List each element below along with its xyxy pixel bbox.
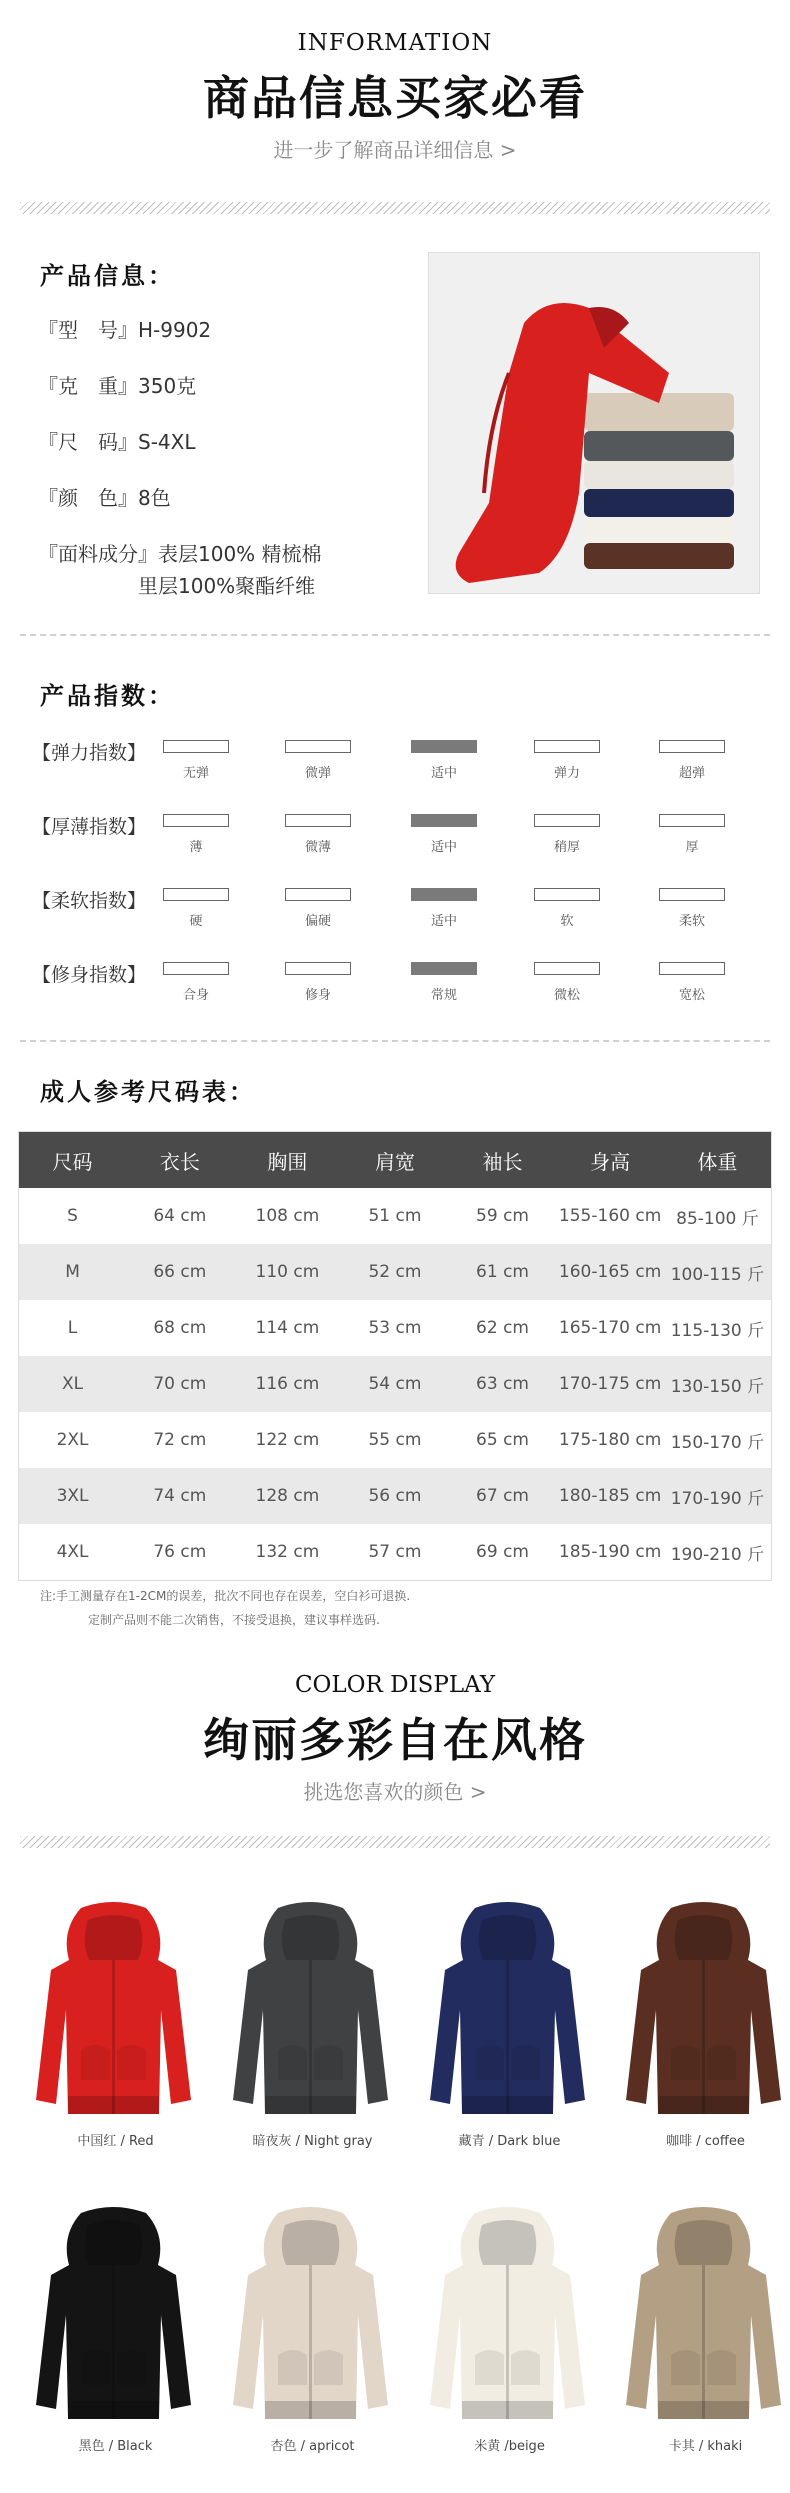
color-caption: 藏青 / Dark blue [458, 2134, 561, 2149]
size-cell: 160-165 cm [556, 1244, 664, 1300]
size-cell: 55 cm [368, 1430, 422, 1450]
size-header-cell: 尺码 [19, 1132, 127, 1189]
hoodie-icon [223, 2205, 398, 2425]
size-cell: M [19, 1244, 127, 1300]
table-row [19, 1188, 772, 1244]
size-cell: 85-100 斤 [676, 1208, 759, 1229]
hoodie-color-option[interactable] [616, 2205, 790, 2425]
color-en-title: COLOR DISPLAY [294, 1672, 496, 1698]
size-header-cell: 肩宽 [341, 1132, 449, 1189]
product-photo [428, 252, 760, 594]
size-cell: 175-180 cm [558, 1430, 662, 1450]
size-cell: 130-150 斤 [664, 1356, 772, 1412]
hoodie-icon [26, 2205, 201, 2425]
size-header-cell: 袖长 [449, 1132, 557, 1189]
spec-size: 『尺 码』S-4XL [38, 430, 196, 454]
size-table [18, 1131, 772, 1581]
size-cell: 52 cm [341, 1244, 449, 1300]
size-cell: 57 cm [368, 1542, 422, 1562]
hoodie-icon [420, 2205, 595, 2425]
index-row-label: 【厚薄指数】 [32, 816, 147, 838]
index-level-box [534, 814, 600, 827]
index-level-label: 合身 [182, 988, 209, 1003]
spec-fabric-outer: 『面料成分』表层100% 精梳棉 [38, 542, 322, 566]
color-cn-title: 绚丽多彩自在风格 [203, 1713, 587, 1767]
size-cell: 114 cm [255, 1318, 320, 1338]
index-level-box [285, 740, 351, 753]
product-info-title: 产品信息： [40, 262, 175, 290]
color-caption: 米黄 /beige [474, 2439, 545, 2454]
spec-colors: 『颜 色』8色 [38, 486, 171, 510]
size-cell: 132 cm [255, 1542, 320, 1562]
size-cell: 170-175 cm [556, 1356, 664, 1412]
hoodie-color-option[interactable] [26, 1900, 201, 2120]
size-cell: 190-210 斤 [670, 1544, 765, 1565]
size-cell: S [67, 1206, 78, 1226]
size-cell: 150-170 斤 [670, 1432, 765, 1453]
hoodie-color-option[interactable] [420, 2205, 595, 2425]
index-row-label: 【柔软指数】 [32, 890, 147, 912]
index-level-label: 修身 [304, 988, 331, 1003]
index-level-box [285, 888, 351, 901]
index-level-label: 硬 [189, 914, 203, 929]
size-cell: 59 cm [476, 1206, 529, 1226]
size-cell: 67 cm [449, 1468, 557, 1524]
dashed-divider-2 [20, 1040, 770, 1042]
color-caption: 暗夜灰 / Night gray [252, 2134, 373, 2149]
index-level-box [534, 962, 600, 975]
table-row [19, 1412, 772, 1468]
index-level-box [659, 740, 725, 753]
index-level-label: 稍厚 [553, 840, 580, 855]
size-cell: 122 cm [255, 1430, 320, 1450]
table-row [19, 1524, 772, 1581]
table-row [19, 1244, 772, 1300]
hoodie-color-option[interactable] [223, 2205, 398, 2425]
size-table-header [19, 1132, 772, 1189]
size-header-cell: 衣长 [126, 1132, 234, 1189]
index-level-box [411, 962, 477, 975]
product-index-title: 产品指数： [40, 682, 175, 710]
dashed-divider-1 [20, 634, 770, 636]
size-cell: 2XL [56, 1430, 89, 1450]
size-cell: 76 cm [153, 1542, 207, 1562]
index-level-box [285, 814, 351, 827]
size-cell: 65 cm [476, 1430, 529, 1450]
size-cell: 185-190 cm [558, 1542, 662, 1562]
hoodie-color-option[interactable] [616, 1900, 790, 2120]
index-level-label: 弹力 [553, 766, 580, 781]
size-cell: 68 cm [153, 1318, 207, 1338]
size-cell: 53 cm [368, 1318, 422, 1338]
hoodie-icon [223, 1900, 398, 2120]
index-level-label: 微松 [553, 988, 580, 1003]
hoodie-icon [616, 1900, 790, 2120]
size-cell: 56 cm [341, 1468, 449, 1524]
index-level-box [411, 740, 477, 753]
color-caption: 卡其 / khaki [668, 2439, 743, 2454]
hoodie-color-option[interactable] [26, 2205, 201, 2425]
table-row [19, 1356, 772, 1412]
size-cell: 72 cm [153, 1430, 207, 1450]
index-level-box [163, 888, 229, 901]
index-level-label: 适中 [430, 766, 457, 781]
size-cell: 100-115 斤 [664, 1244, 772, 1300]
table-row [19, 1468, 772, 1524]
index-row-label: 【修身指数】 [32, 964, 147, 986]
index-level-box [659, 962, 725, 975]
index-level-label: 厚 [685, 840, 699, 855]
size-cell: 64 cm [153, 1206, 207, 1226]
hoodie-color-option[interactable] [420, 1900, 595, 2120]
index-level-label: 软 [560, 914, 574, 929]
index-row-label: 【弹力指数】 [32, 742, 147, 764]
index-level-box [163, 962, 229, 975]
info-subtitle-link[interactable]: 进一步了解商品详细信息 > [273, 138, 517, 162]
size-cell: 155-160 cm [558, 1206, 662, 1226]
info-cn-title: 商品信息买家必看 [203, 71, 587, 125]
size-cell: 116 cm [234, 1356, 342, 1412]
info-en-title: INFORMATION [297, 30, 493, 56]
hoodie-icon [616, 2205, 790, 2425]
color-caption: 中国红 / Red [77, 2134, 154, 2149]
size-header-cell: 身高 [556, 1132, 664, 1189]
index-level-label: 超弹 [678, 766, 705, 781]
index-level-box [411, 888, 477, 901]
size-cell: 115-130 斤 [670, 1320, 765, 1341]
size-note-2: 定制产品则不能二次销售，不接受退换，建议事样选码. [88, 1613, 380, 1627]
index-level-label: 宽松 [678, 988, 705, 1003]
size-cell: 74 cm [126, 1468, 234, 1524]
index-level-label: 适中 [430, 840, 457, 855]
size-cell: 51 cm [368, 1206, 422, 1226]
hatch-divider [20, 202, 770, 214]
folded-hoodies-image [429, 253, 759, 593]
index-level-box [534, 740, 600, 753]
size-cell: 70 cm [126, 1356, 234, 1412]
index-level-label: 薄 [189, 840, 203, 855]
size-note-1: 注:手工测量存在1-2CM的误差，批次不同也存在误差，空白衫可退换. [40, 1589, 411, 1603]
size-cell: 170-190 斤 [664, 1468, 772, 1524]
color-caption: 杏色 / apricot [270, 2439, 355, 2454]
index-level-label: 偏硬 [304, 914, 331, 929]
size-chart-title: 成人参考尺码表： [40, 1078, 256, 1106]
spec-fabric-inner: 里层100%聚酯纤维 [38, 574, 316, 598]
color-caption: 咖啡 / coffee [666, 2134, 745, 2149]
size-cell: 69 cm [476, 1542, 529, 1562]
spec-model: 『型 号』H-9902 [38, 318, 212, 342]
hoodie-color-option[interactable] [223, 1900, 398, 2120]
size-cell: 108 cm [255, 1206, 320, 1226]
size-cell: 63 cm [449, 1356, 557, 1412]
hoodie-icon [26, 1900, 201, 2120]
index-level-box [411, 814, 477, 827]
hatch-divider-2 [20, 1836, 770, 1848]
index-level-box [285, 962, 351, 975]
size-cell: 66 cm [126, 1244, 234, 1300]
size-cell: 165-170 cm [558, 1318, 662, 1338]
size-cell: 54 cm [341, 1356, 449, 1412]
color-caption: 黑色 / Black [78, 2439, 153, 2454]
index-level-label: 适中 [430, 914, 457, 929]
size-header-cell: 胸围 [234, 1132, 342, 1189]
size-cell: 110 cm [234, 1244, 342, 1300]
size-cell: 61 cm [449, 1244, 557, 1300]
index-level-box [659, 814, 725, 827]
index-level-box [534, 888, 600, 901]
size-cell: 180-185 cm [556, 1468, 664, 1524]
index-level-label: 微弹 [304, 766, 331, 781]
index-level-box [163, 814, 229, 827]
size-cell: 4XL [56, 1542, 89, 1562]
hoodie-icon [420, 1900, 595, 2120]
size-cell: L [67, 1318, 78, 1338]
table-row [19, 1300, 772, 1356]
index-level-box [659, 888, 725, 901]
size-cell: XL [19, 1356, 127, 1412]
spec-weight: 『克 重』350克 [38, 374, 197, 398]
size-cell: 3XL [19, 1468, 127, 1524]
index-level-label: 微薄 [304, 840, 331, 855]
color-subtitle-link[interactable]: 挑选您喜欢的颜色 > [303, 1780, 487, 1804]
size-cell: 62 cm [476, 1318, 529, 1338]
index-level-label: 柔软 [678, 914, 705, 929]
index-level-box [163, 740, 229, 753]
size-cell: 128 cm [234, 1468, 342, 1524]
index-level-label: 常规 [430, 988, 457, 1003]
size-header-cell: 体重 [664, 1132, 772, 1189]
index-level-label: 无弹 [182, 766, 209, 781]
